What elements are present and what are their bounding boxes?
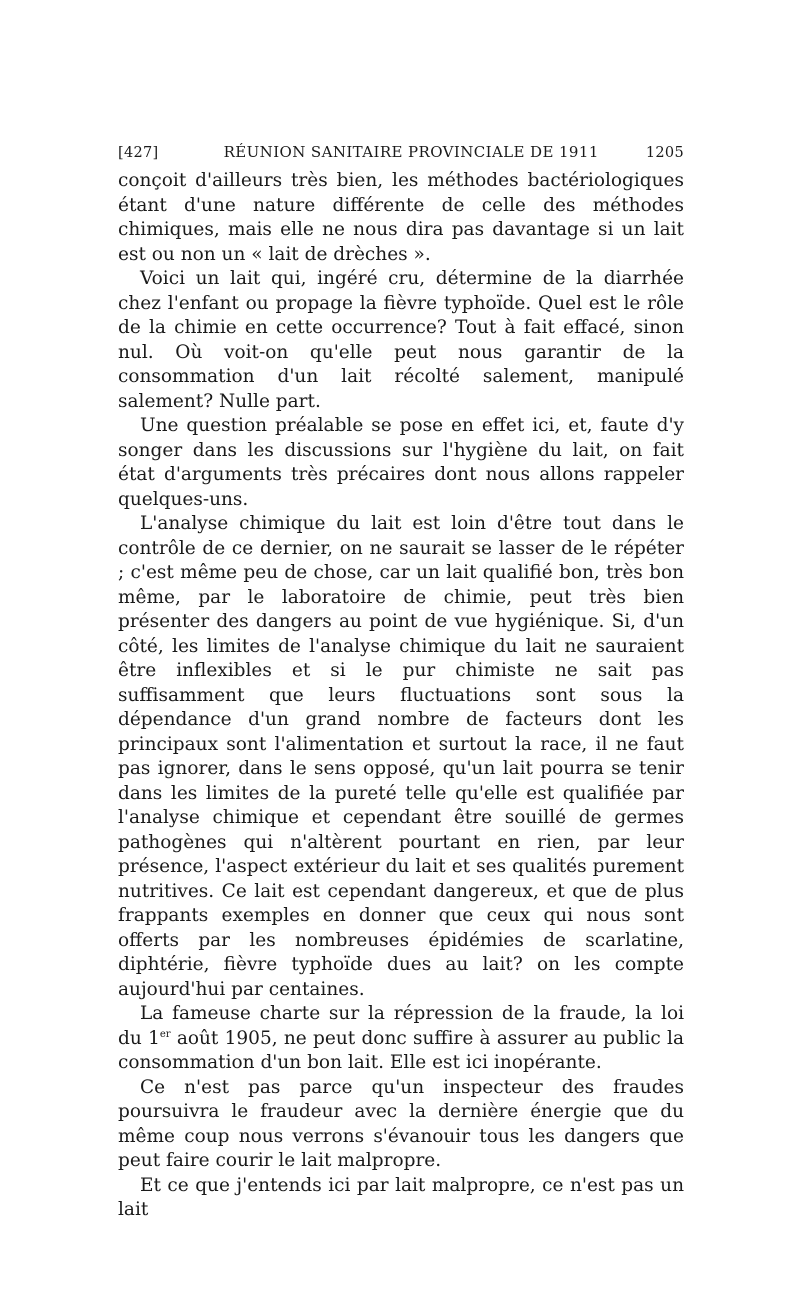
paragraph-1: conçoit d'ailleurs très bien, les méthodes bactériologiques étant d'une nature différente de celle des méthodes chimiques, mais elle ne nous dira pas davantage si un lait est ou non un « lait de drèches ». [118,170,684,265]
book-page [118,143,684,1223]
page-number: 1205 [645,145,684,161]
paragraph-6: Ce n'est pas parce qu'un inspecteur des fraudes poursuivra le fraudeur avec la dernière énergie que du même coup nous verrons s'évanouir tous les dangers que peut faire courir le lait malpropre. [118,1076,684,1171]
paragraph-2: Voici un lait qui, ingéré cru, détermine de la diarrhée chez l'enfant ou propage la fièvre typhoïde. Quel est le rôle de la chimie en cette occurrence? Tout à fait effacé, sinon nul. Où voit-on qu'elle peut nous garantir de la consommation d'un lait récolté salement, manipulé salement? Nulle part. [118,268,684,412]
paragraph-5-start: La fameuse charte sur la répression de la fraude, la loi du [118,1003,684,1049]
bracket-page-ref: [427] [118,145,159,161]
paragraph-7: Et ce que j'entends ici par lait malpropre, ce n'est pas un lait [118,1174,684,1220]
paragraph-5 [118,1002,684,1076]
paragraph-4: L'analyse chimique du lait est loin d'être tout dans le contrôle de ce dernier, on ne saurait se lasser de le répéter ; c'est même peu de chose, car un lait qualifié bon, très bon même, par le laboratoire de chimie, peut très bien présenter des dangers au point de vue hygiénique. Si, d'un côté, les limites de l'analyse chimique du lait ne sauraient être inflexibles et si le pur chimiste ne sait pas suffisamment que leurs fluctuations sont sous la dépendance d'un grand nombre de facteurs dont les principaux sont l'alimentation et surtout la race, il ne faut pas ignorer, dans le sens opposé, qu'un lait pourra se tenir dans les limites de la pureté telle qu'elle est qualifiée par l'analyse chimique et cependant être souillé de germes pathogènes qui n'altèrent pourtant en rien, par leur présence, l'aspect extérieur du lait et ses qualités purement nutritives. Ce lait est cependant dangereux, et que de plus frappants exemples en donner que ceux qui nous sont offerts par les nombreuses épidémies de scarlatine, diphtérie, fièvre typhoïde dues au lait? on les compte aujourd'hui par centaines. [118,513,684,1000]
running-header [118,143,684,161]
law-day: 1 [148,1027,160,1049]
paragraph-3: Une question préalable se pose en effet ici, et, faute d'y songer dans les discussions sur l'hygiène du lait, on fait état d'arguments très précaires dont nous allons rappeler quelques-uns. [118,415,684,510]
law-day-ordinal: er [159,1028,171,1040]
body-text [118,169,684,1223]
running-title: RÉUNION SANITAIRE PROVINCIALE DE 1911 [223,143,599,161]
paragraph-5-rest: août 1905, ne peut donc suffire à assurer au public la consommation d'un bon lait. Elle est ici inopérante. [118,1027,684,1073]
